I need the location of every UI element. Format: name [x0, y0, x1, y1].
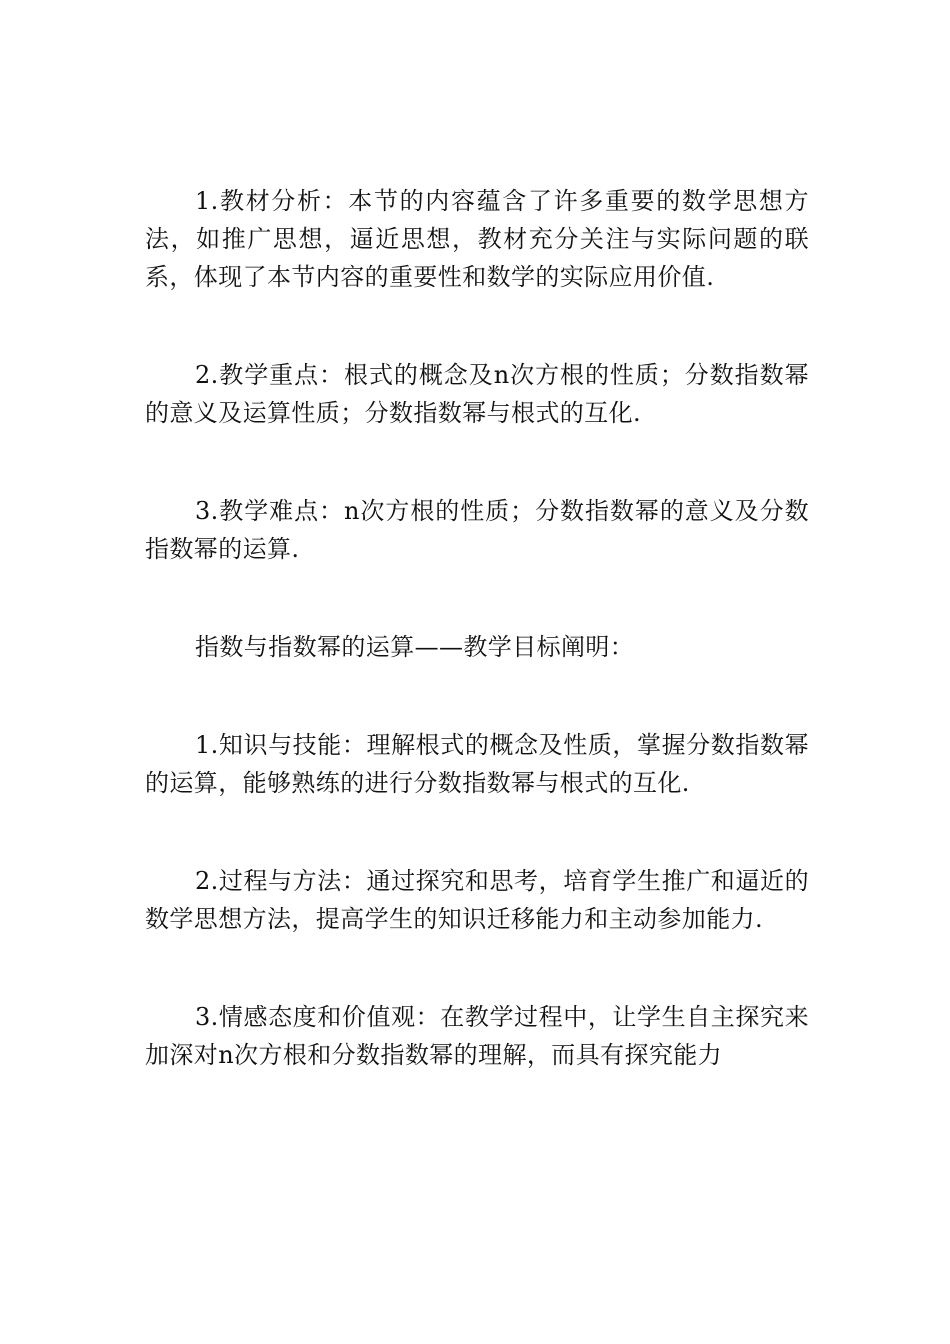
paragraph-process-methods: 2.过程与方法：通过探究和思考，培育学生推广和逼近的数学思想方法，提高学生的知识迁移能力和主动参加能力.: [145, 867, 809, 933]
paragraph-teaching-key-points: 2.教学重点：根式的概念及n次方根的性质；分数指数幂的意义及运算性质；分数指数幂与根式的互化.: [145, 361, 809, 427]
document-body: [145, 182, 809, 1074]
paragraph-emotion-values: 3.情感态度和价值观：在教学过程中，让学生自主探究来加深对n次方根和分数指数幂的理解，而具有探究能力: [145, 1003, 809, 1069]
paragraph-textbook-analysis: 1.教材分析：本节的内容蕴含了许多重要的数学思想方法，如推广思想，逼近思想，教材充分关注与实际问题的联系，体现了本节内容的重要性和数学的实际应用价值.: [145, 187, 809, 291]
section-heading-teaching-objectives: 指数与指数幂的运算——教学目标阐明：: [195, 633, 635, 661]
paragraph-knowledge-skills: 1.知识与技能：理解根式的概念及性质，掌握分数指数幂的运算，能够熟练的进行分数指数幂与根式的互化.: [145, 731, 809, 797]
paragraph-teaching-difficulties: 3.教学难点：n次方根的性质；分数指数幂的意义及分数指数幂的运算.: [145, 497, 809, 563]
